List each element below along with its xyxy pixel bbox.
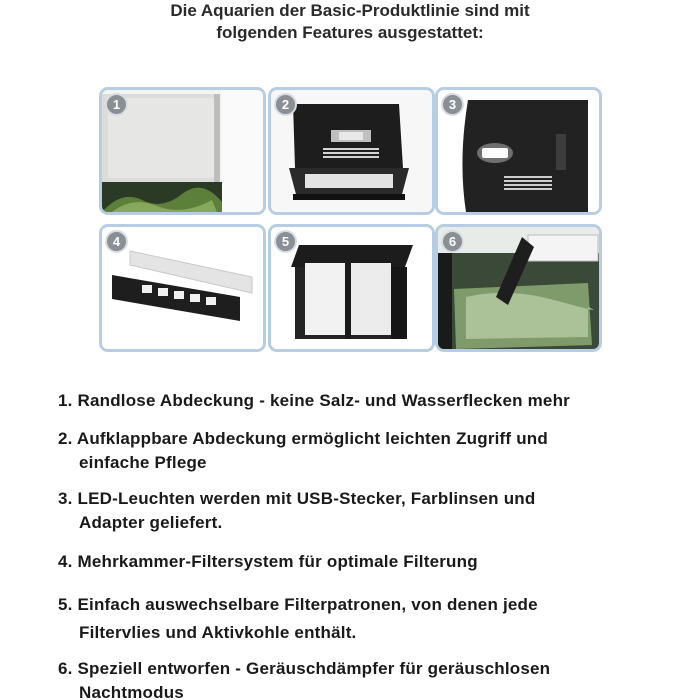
feature-item-1: [58, 389, 570, 413]
feature-item-6: [58, 657, 550, 700]
badge-1: 1: [105, 93, 128, 116]
feature-4-line-1: 4. Mehrkammer-Filtersystem für optimale Filterung: [58, 552, 478, 571]
feature-item-2: [58, 427, 548, 475]
heading-line-1: Die Aquarien der Basic-Produktlinie sind mit: [170, 1, 530, 20]
feature-6-line-2: Nachtmodus: [79, 683, 184, 700]
feature-5-line-2: Filtervlies und Aktivkohle enthält.: [79, 623, 357, 642]
feature-item-3: [58, 487, 535, 535]
feature-item-4: [58, 550, 478, 574]
feature-6-line-1: 6. Speziell entworfen - Geräuschdämpfer für geräuschlosen: [58, 659, 551, 678]
badge-4: 4: [105, 230, 128, 253]
feature-3-line-1: 3. LED-Leuchten werden mit USB-Stecker, Farblinsen und: [58, 489, 536, 508]
feature-2-line-1: 2. Aufklappbare Abdeckung ermöglicht leichten Zugriff und: [58, 429, 548, 448]
heading-line-2: folgenden Features ausgestattet:: [216, 23, 484, 42]
feature-item-5: [58, 593, 538, 645]
badge-2: 2: [274, 93, 297, 116]
feature-1-line-1: 1. Randlose Abdeckung - keine Salz- und Wasserflecken mehr: [58, 391, 570, 410]
badge-6: 6: [441, 230, 464, 253]
feature-5-line-1: 5. Einfach auswechselbare Filterpatronen, von denen jede: [58, 595, 538, 614]
feature-2-line-2: einfache Pflege: [79, 453, 207, 472]
badge-5: 5: [274, 230, 297, 253]
badge-3: 3: [441, 93, 464, 116]
feature-3-line-2: Adapter geliefert.: [79, 513, 223, 532]
